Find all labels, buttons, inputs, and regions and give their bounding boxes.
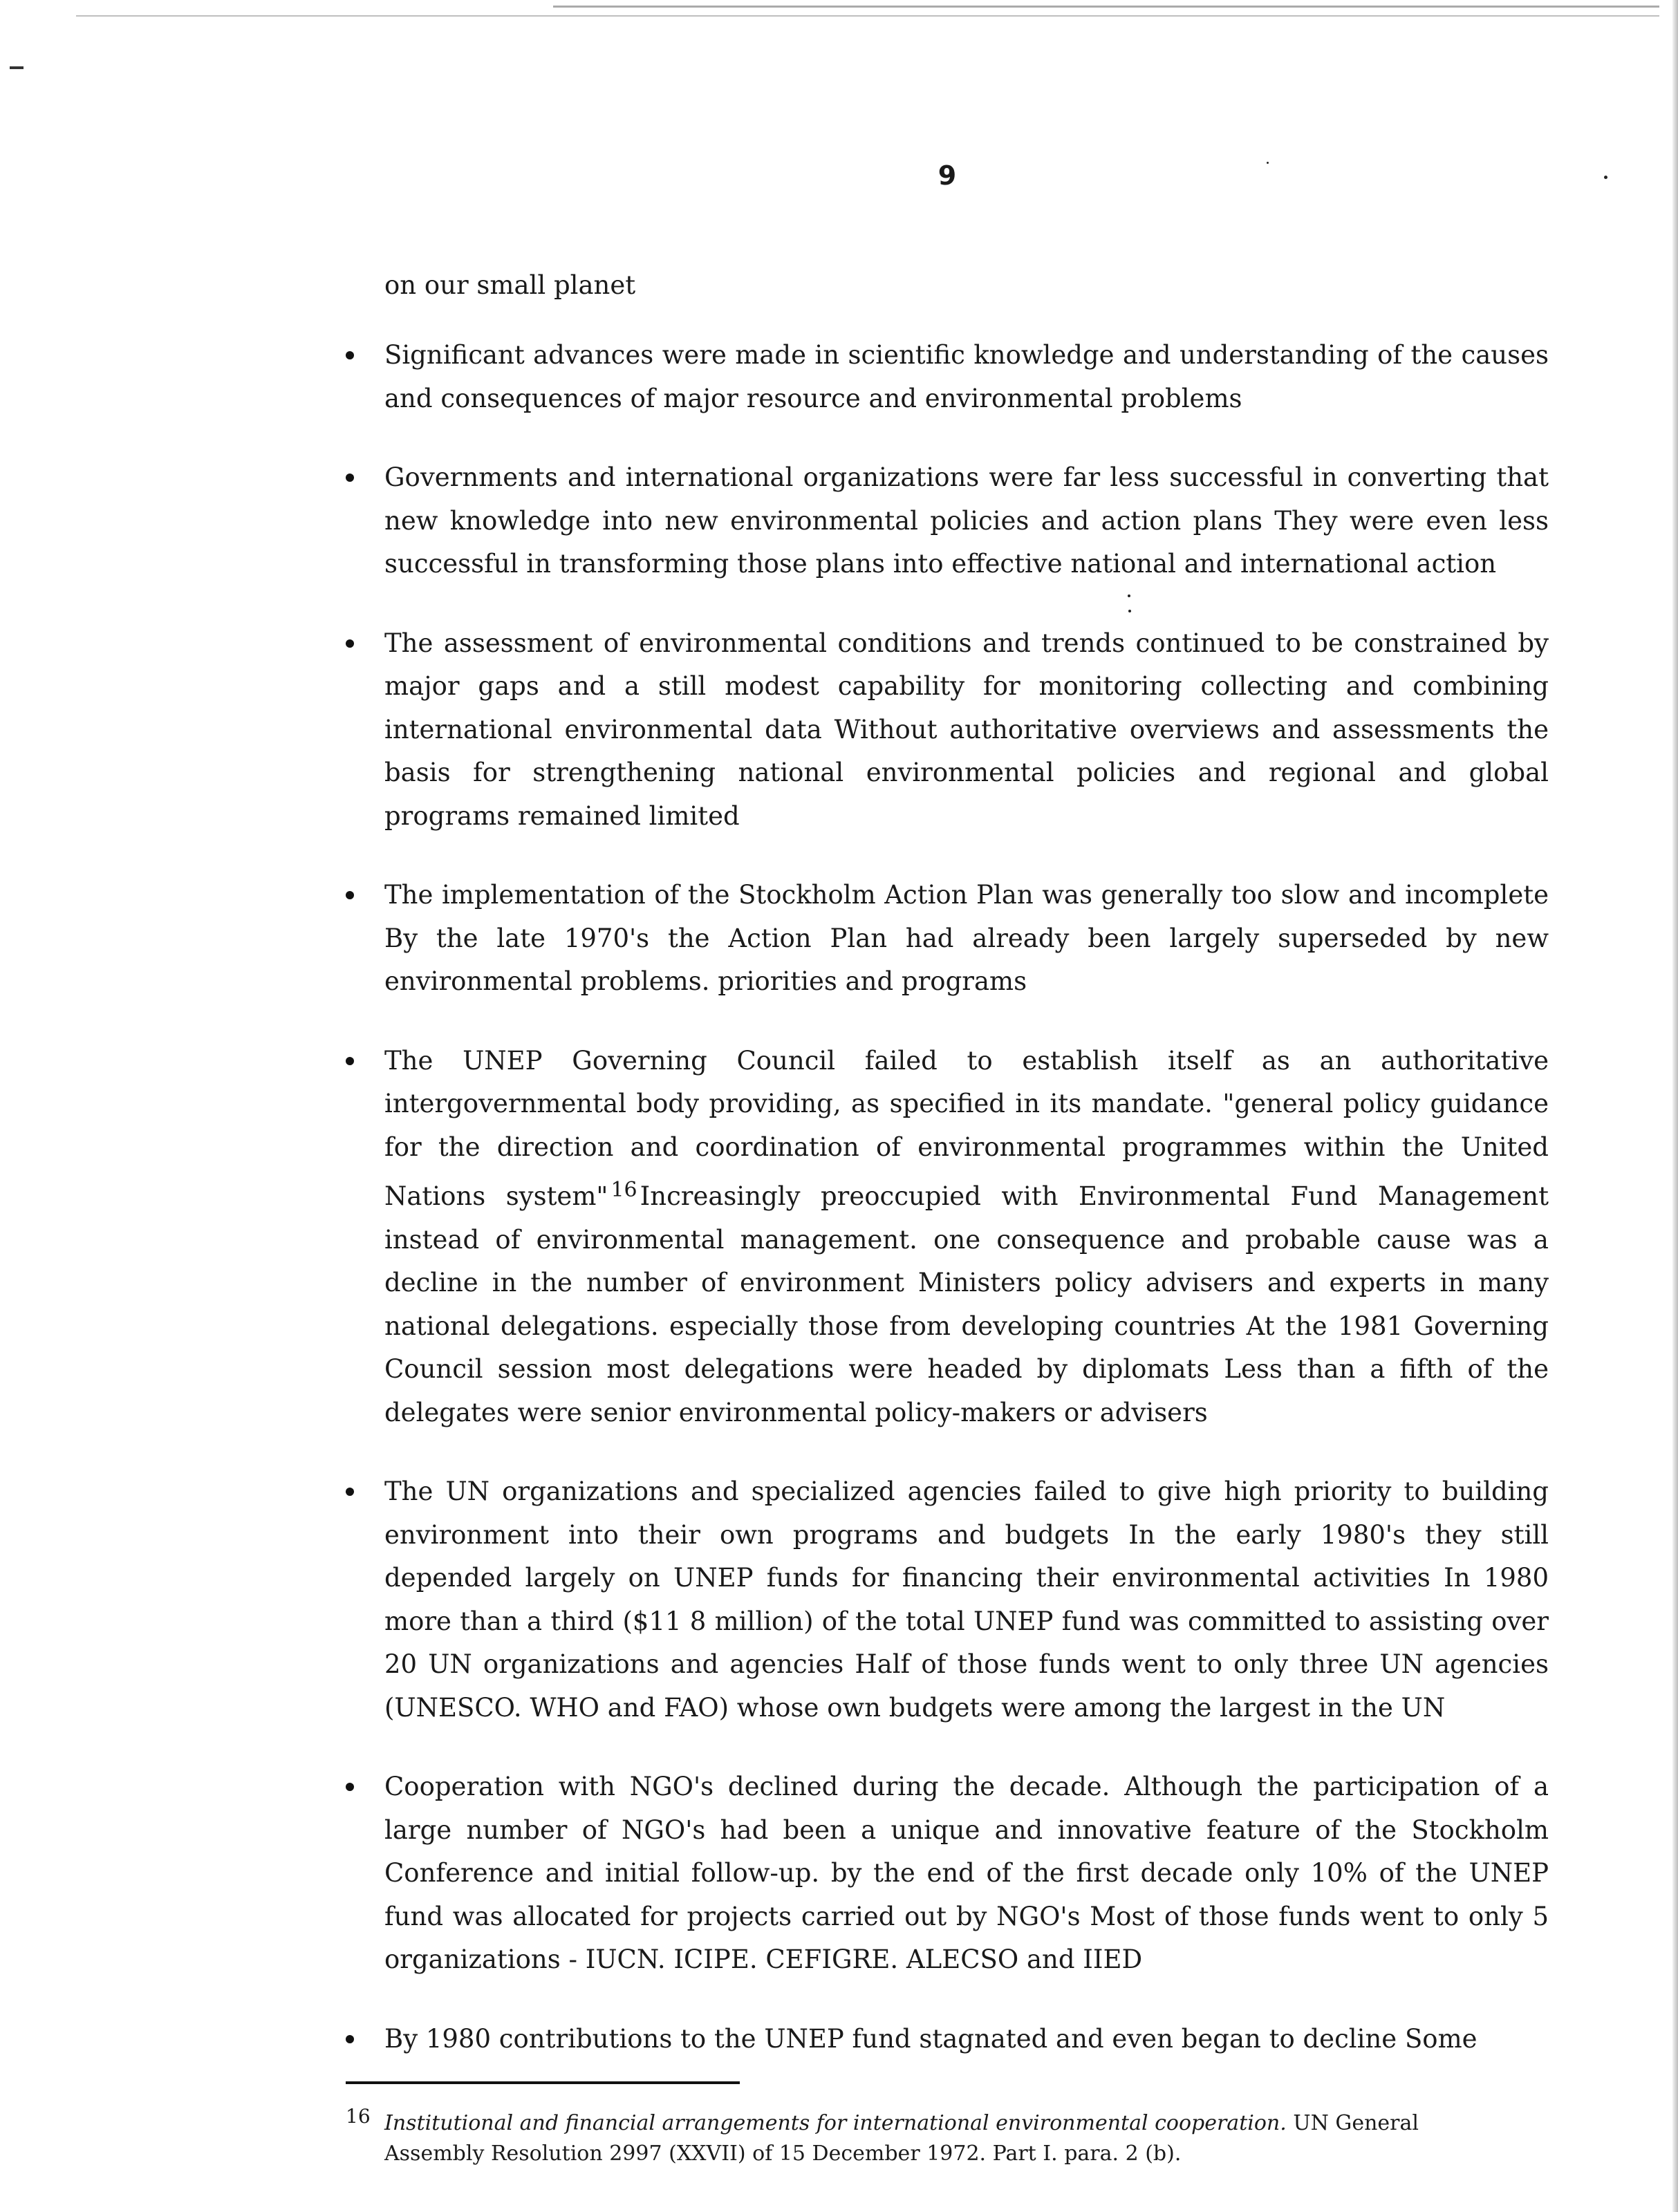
bullet-text: Cooperation with NGO's declined during the decade. Although the participation of a large number of NGO's had been a unique and innovative feature of the Stockholm Conference and initial follow-up. by the end of the first decade only 10% of the UNEP fund was allocated for projects carried out by NGO's Most of those funds went to only 5 organizations - IUCN. ICIPE. CEFIGRE. ALECSO and IIED <box>384 1772 1549 1974</box>
footnote-line <box>346 2101 1563 2139</box>
bullet-icon <box>346 1783 354 1791</box>
bullet-icon <box>346 891 354 899</box>
bullet-text: Increasingly preoccupied with Environmental Fund Management instead of environmental management. one consequence and probable cause was a decline in the number of environment Ministers policy advisers and experts in many national delegations. especially those from developing countries At the 1981 Governing Council session most delegations were headed by diplomats Less than a fifth of the delegates were senior environmental policy-makers or advisers <box>384 1181 1549 1427</box>
footnote-mark: 16 <box>346 2105 371 2128</box>
bullet-icon <box>346 351 354 359</box>
bullet-icon <box>346 1057 354 1065</box>
list-item <box>346 1040 1549 1435</box>
footnote-source: UN General <box>1293 2111 1419 2135</box>
scan-line <box>76 15 1659 17</box>
bullet-icon <box>346 639 354 648</box>
scan-artifact-top <box>0 0 1678 28</box>
bullet-text: The assessment of environmental conditions and trends continued to be constrained by major gaps and a still modest capability for monitoring collecting and combining international environmental data Without authoritative overviews and assessments the basis for strengthening national environmental policies and regional and global programs remained limited <box>384 628 1549 831</box>
list-item <box>346 334 1549 420</box>
bullet-list <box>346 334 1549 2061</box>
list-item <box>346 1765 1549 1982</box>
list-item <box>346 874 1549 1004</box>
footnote <box>346 2101 1563 2169</box>
list-item <box>346 2018 1549 2061</box>
list-item <box>346 1470 1549 1730</box>
scan-edge-shadow <box>1672 0 1678 2212</box>
continuation-text: on our small planet <box>384 270 636 300</box>
bullet-text: The UNEP Governing Council failed to establish itself as an authoritative intergovernmental body providing, as specified in its mandate. "general policy guidance for the direction and coordination of environmental programmes within the United Nations system" <box>384 1045 1549 1211</box>
bullet-text: By 1980 contributions to the UNEP fund stagnated and even began to decline Some <box>384 2023 1477 2054</box>
bullet-text: Significant advances were made in scientific knowledge and understanding of the causes and consequences of major resource and environmental problems <box>384 340 1549 413</box>
list-item <box>346 622 1549 838</box>
list-item <box>346 456 1549 586</box>
bullet-icon <box>346 1488 354 1496</box>
page-body <box>346 264 1549 2097</box>
footnote-title: Institutional and financial arrangements for international environmental cooperation. <box>384 2111 1287 2135</box>
scan-mark <box>10 66 24 69</box>
bullet-text: The implementation of the Stockholm Action Plan was generally too slow and incomplete By the late 1970's the Action Plan had already been largely superseded by new environmental problems. priorities and programs <box>384 880 1549 996</box>
bullet-text: Governments and international organizations were far less successful in converting that new knowledge into new environmental policies and action plans They were even less successful in transforming those plans into effective national and international action <box>384 462 1549 579</box>
footnote-citation: Assembly Resolution 2997 (XXVII) of 15 December 1972. Part I. para. 2 (b). <box>384 2141 1182 2166</box>
scan-speck <box>1267 162 1269 164</box>
scan-speck <box>1604 176 1607 179</box>
scan-line <box>553 6 1659 8</box>
footnote-reference: 16 <box>610 1178 637 1202</box>
footnote-divider <box>346 2081 740 2084</box>
bullet-icon <box>346 474 354 482</box>
bullet-icon <box>346 2035 354 2043</box>
page-number: 9 <box>938 160 957 191</box>
bullet-text: The UN organizations and specialized agencies failed to give high priority to building environment into their own programs and budgets In the early 1980's they still depended largely on UNEP funds for financing their environmental activities In 1980 more than a third ($11 8 million) of the total UNEP fund was committed to assisting over 20 UN organizations and agencies Half of those funds went to only three UN agencies (UNESCO. WHO and FAO) whose own budgets were among the largest in the UN <box>384 1477 1549 1723</box>
